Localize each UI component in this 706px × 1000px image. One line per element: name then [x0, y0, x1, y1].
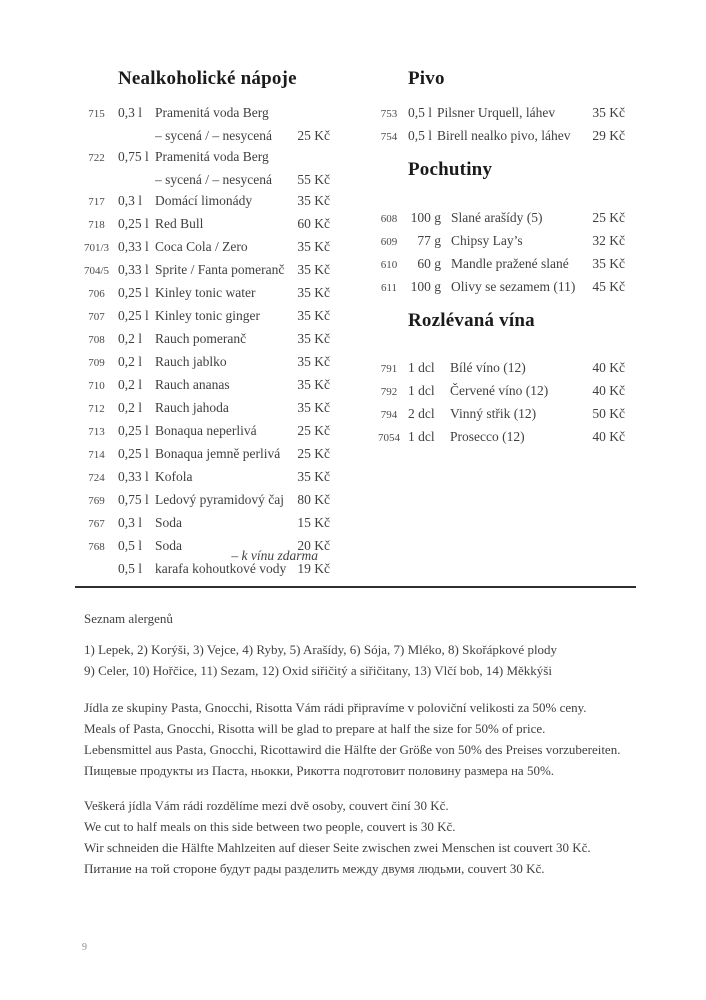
item-name: Pilsner Urquell, láhev	[437, 105, 556, 120]
item-code: 753	[380, 108, 398, 120]
menu-item-row	[75, 466, 330, 489]
item-code: 710	[88, 380, 105, 392]
item-code: 754	[380, 131, 398, 143]
item-price: 35 Kč	[297, 262, 330, 277]
item-code: 717	[88, 196, 105, 208]
item-name: Coca Cola / Zero	[155, 239, 248, 254]
menu-item-row	[75, 397, 330, 420]
item-code: 722	[88, 152, 105, 164]
item-qty: 0,25 l	[118, 446, 149, 461]
allergens-line: 1) Lepek, 2) Korýši, 3) Vejce, 4) Ryby, 5) Arašídy, 6) Sója, 7) Mléko, 8) Skořápkové plody	[84, 642, 558, 657]
item-code: 714	[88, 449, 105, 461]
item-code: 767	[88, 518, 105, 530]
item-qty: 0,5 l	[408, 128, 433, 143]
item-qty: 0,5 l	[118, 538, 143, 553]
menu-item-row	[370, 403, 625, 426]
divider-rule	[75, 586, 636, 588]
item-code: 713	[88, 426, 105, 438]
item-price: 15 Kč	[297, 515, 330, 530]
item-qty: 0,25 l	[118, 308, 149, 323]
snack-rows	[370, 207, 625, 299]
menu-item-row	[75, 102, 330, 125]
menu-item-row	[75, 443, 330, 466]
allergens-list	[84, 639, 557, 681]
item-name: Ledový pyramidový čaj	[155, 492, 284, 507]
menu-item-row	[75, 489, 330, 512]
menu-item-row	[75, 259, 330, 282]
item-code: 712	[88, 403, 105, 415]
item-qty: 60 g	[417, 256, 441, 271]
nonalcoholic-rows	[75, 102, 330, 579]
item-name: Mandle pražené slané	[451, 256, 569, 271]
item-qty: 0,5 l	[118, 561, 143, 576]
item-name: Slané arašídy (5)	[451, 210, 543, 225]
item-price: 19 Kč	[297, 561, 330, 576]
item-name: Bonaqua jemně perlivá	[155, 446, 281, 461]
item-price: 40 Kč	[592, 429, 625, 444]
allergens-title: Seznam alergenů	[84, 611, 173, 626]
item-name: Soda	[155, 538, 182, 553]
item-name: Pramenitá voda Berg	[155, 105, 269, 120]
item-qty: 77 g	[417, 233, 441, 248]
item-code: 708	[88, 334, 105, 346]
item-name: Pramenitá voda Berg	[155, 149, 269, 164]
item-price: 35 Kč	[297, 400, 330, 415]
menu-item-row	[75, 328, 330, 351]
menu-item-row	[75, 512, 330, 535]
item-qty: 1 dcl	[408, 360, 435, 375]
menu-item-row	[370, 357, 625, 380]
item-code: 718	[88, 219, 105, 231]
wine-rows	[370, 357, 625, 449]
item-qty: 1 dcl	[408, 383, 435, 398]
item-qty: 0,3 l	[118, 515, 143, 530]
item-name: Vinný střik (12)	[450, 406, 537, 421]
item-code: 715	[88, 108, 105, 120]
half-portion-line: Пищевые продукты из Паста, ньокки, Рикотта подготовит половину размера на 50%.	[84, 763, 555, 778]
menu-item-row	[75, 213, 330, 236]
item-code: 706	[88, 288, 105, 300]
item-price: 55 Kč	[297, 172, 330, 187]
item-name: – sycená / – nesycená	[155, 128, 272, 143]
half-portion-line: Jídla ze skupiny Pasta, Gnocchi, Risotta Vám rádi připravíme v poloviční velikosti za 50% ceny.	[84, 700, 587, 715]
item-price: 35 Kč	[297, 285, 330, 300]
menu-item-row	[75, 305, 330, 328]
menu-item-row	[370, 230, 625, 253]
item-qty: 0,33 l	[118, 262, 149, 277]
section-title-snacks: Pochutiny	[408, 159, 493, 180]
item-code: 707	[88, 311, 105, 323]
page-number: 9	[82, 942, 87, 953]
item-qty: 0,2 l	[118, 400, 143, 415]
item-price: 40 Kč	[592, 383, 625, 398]
item-price: 29 Kč	[592, 128, 625, 143]
menu-item-row	[75, 190, 330, 213]
half-portion-note	[84, 697, 620, 781]
item-code: 609	[380, 236, 398, 248]
item-code: 768	[88, 541, 105, 553]
item-price: 60 Kč	[297, 216, 330, 231]
menu-item-row	[370, 426, 625, 449]
item-price: 35 Kč	[297, 193, 330, 208]
item-code: 701/3	[83, 242, 110, 254]
item-qty: 0,25 l	[118, 423, 149, 438]
item-qty: 0,75 l	[118, 492, 149, 507]
item-price: 35 Kč	[297, 239, 330, 254]
item-price: 35 Kč	[297, 469, 330, 484]
item-price: 45 Kč	[592, 279, 625, 294]
item-code: 608	[380, 213, 398, 225]
item-name: Birell nealko pivo, láhev	[437, 128, 571, 143]
item-name: Červené víno (12)	[450, 383, 549, 398]
item-qty: 100 g	[410, 279, 441, 294]
section-title-wines: Rozlévaná vína	[408, 310, 535, 331]
item-name: Rauch jahoda	[155, 400, 229, 415]
item-qty: 100 g	[410, 210, 441, 225]
couvert-note	[84, 795, 591, 879]
item-price: 35 Kč	[297, 354, 330, 369]
menu-item-row	[370, 380, 625, 403]
item-price: 80 Kč	[297, 492, 330, 507]
menu-item-row	[370, 276, 625, 299]
item-qty: 0,3 l	[118, 105, 143, 120]
item-name: Bonaqua neperlivá	[155, 423, 257, 438]
item-price: 25 Kč	[297, 128, 330, 143]
item-code: 769	[88, 495, 105, 507]
item-qty: 0,25 l	[118, 216, 149, 231]
item-price: 50 Kč	[592, 406, 625, 421]
item-qty: 0,2 l	[118, 354, 143, 369]
item-name: Rauch pomeranč	[155, 331, 247, 346]
item-qty: 1 dcl	[408, 429, 435, 444]
item-qty: 0,3 l	[118, 193, 143, 208]
item-name: – sycená / – nesycená	[155, 172, 272, 187]
item-name: Rauch ananas	[155, 377, 230, 392]
menu-item-row	[75, 351, 330, 374]
item-price: 35 Kč	[592, 105, 625, 120]
item-name: Olivy se sezamem (11)	[451, 279, 576, 294]
item-code: 709	[88, 357, 105, 369]
menu-item-row	[75, 374, 330, 397]
menu-item-row	[370, 207, 625, 230]
menu-item-row	[370, 102, 625, 125]
couvert-line: We cut to half meals on this side between two people, couvert is 30 Kč.	[84, 819, 456, 834]
section-title-nonalcoholic: Nealkoholické nápoje	[118, 68, 297, 89]
menu-item-row	[370, 125, 625, 148]
item-qty: 0,33 l	[118, 239, 149, 254]
item-qty: 0,33 l	[118, 469, 149, 484]
item-qty: 0,2 l	[118, 377, 143, 392]
item-code: 610	[380, 259, 398, 271]
wine-carafe-free-note: – k vínu zdarma	[231, 548, 318, 563]
item-price: 25 Kč	[592, 210, 625, 225]
half-portion-line: Lebensmittel aus Pasta, Gnocchi, Ricottawird die Hälfte der Größe von 50% des Preises vorzubereiten.	[84, 742, 621, 757]
item-price: 35 Kč	[297, 308, 330, 323]
item-price: 32 Kč	[592, 233, 625, 248]
item-name: Kinley tonic ginger	[155, 308, 260, 323]
item-price: 35 Kč	[297, 377, 330, 392]
menu-item-row	[75, 282, 330, 305]
menu-item-row	[75, 169, 330, 190]
item-name: Chipsy Lay’s	[451, 233, 523, 248]
item-code: 7054	[378, 432, 400, 444]
allergens-line: 9) Celer, 10) Hořčice, 11) Sezam, 12) Oxid siřičitý a siřičitany, 13) Vlčí bob, 14) Měkkýši	[84, 663, 552, 678]
menu-item-row	[75, 420, 330, 443]
menu-item-row	[370, 253, 625, 276]
couvert-line: Wir schneiden die Hälfte Mahlzeiten auf dieser Seite zwischen zwei Menschen ist couvert 30 Kč.	[84, 840, 591, 855]
item-price: 25 Kč	[297, 423, 330, 438]
item-name: Domácí limonády	[155, 193, 253, 208]
couvert-line: Veškerá jídla Vám rádi rozdělíme mezi dvě osoby, couvert činí 30 Kč.	[84, 798, 449, 813]
item-code: 724	[88, 472, 105, 484]
item-price: 20 Kč	[297, 538, 330, 553]
menu-item-row	[75, 236, 330, 259]
item-qty: 0,25 l	[118, 285, 149, 300]
item-code: 794	[380, 409, 398, 421]
item-code: 791	[380, 363, 398, 375]
item-name: Bílé víno (12)	[450, 360, 526, 375]
item-price: 35 Kč	[297, 331, 330, 346]
section-title-beer: Pivo	[408, 68, 445, 89]
menu-item-row	[75, 125, 330, 146]
item-name: Soda	[155, 515, 182, 530]
item-name: Red Bull	[155, 216, 204, 231]
half-portion-line: Meals of Pasta, Gnocchi, Risotta will be glad to prepare at half the size for 50% of price.	[84, 721, 546, 736]
couvert-line: Питание на той стороне будут рады разделить между двумя людьми, couvert 30 Kč.	[84, 861, 545, 876]
item-qty: 0,5 l	[408, 105, 433, 120]
item-name: Kinley tonic water	[155, 285, 256, 300]
item-qty: 2 dcl	[408, 406, 435, 421]
item-name: Prosecco (12)	[450, 429, 525, 444]
item-code: 792	[380, 386, 398, 398]
item-qty: 0,75 l	[118, 149, 149, 164]
item-code: 611	[380, 282, 398, 294]
item-name: Rauch jablko	[155, 354, 227, 369]
item-price: 40 Kč	[592, 360, 625, 375]
item-name: Kofola	[155, 469, 193, 484]
item-qty: 0,2 l	[118, 331, 143, 346]
item-price: 25 Kč	[297, 446, 330, 461]
item-code: 704/5	[83, 265, 110, 277]
menu-item-row	[75, 146, 330, 169]
beer-rows	[370, 102, 625, 148]
item-price: 35 Kč	[592, 256, 625, 271]
item-name: Sprite / Fanta pomeranč	[155, 262, 285, 277]
item-name: karafa kohoutkové vody	[155, 561, 287, 576]
